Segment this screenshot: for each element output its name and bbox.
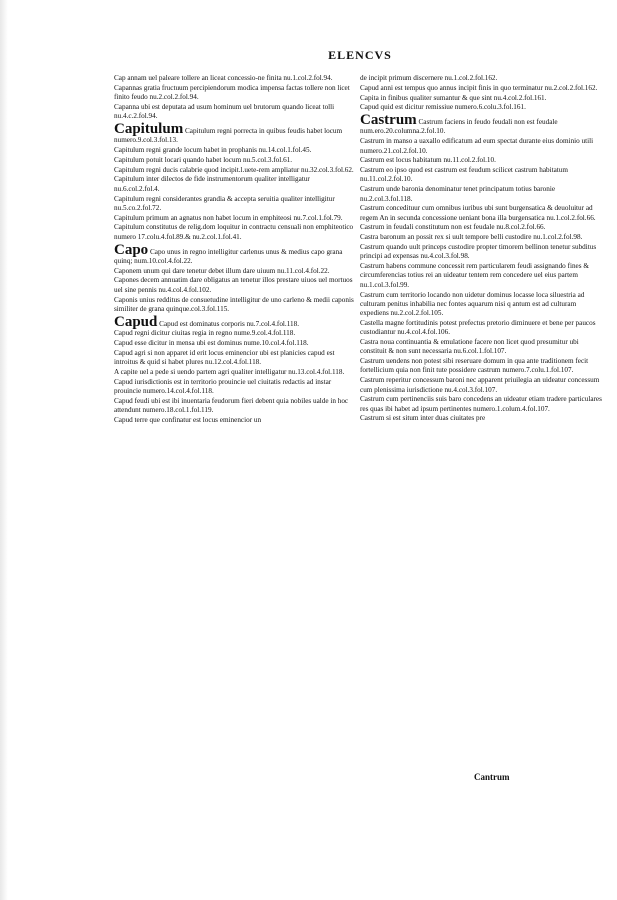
index-entry: Capud feudi ubi est ibi inuentaria feudorum fieri debent quia nobiles ualde in hoc attendunt numero.18.col.1.fol.119. [114,397,349,415]
index-entry: Castrum si est situm inter duas ciuitates pre [360,414,486,423]
index-entry: Castrum reperitur concessum baroni nec apparent priuilegia an uideatur concessum cum plenissima iurisdictione nu.4.col.3.fol.107. [360,376,600,394]
index-entry-text: Castrum faciens in feudo feudali non est feudale num.ero.20.columna.2.fol.10. [360,118,558,136]
index-entry: Castrum cum pertinenciis suis baro concedens an uideatur etiam tradere particulares res quas ibi habet ad ipsum pertinentes numero.1.colum.4.fol.107. [360,395,602,413]
index-entry: Castrum cum territorio locando non uidetur dominus locasse loca siluestria ad culturam penitus inhabilia nec fontes aquarum nisi q antum est ad culturam expediens nu.2.col.2.fol.105. [360,290,585,318]
running-header: ELENCVS [328,48,392,62]
index-entry: Capitulum regni ducis calabrie quod incipit.l.uete-rem ampliatur nu.32.col.3.fol.62. [114,165,354,174]
index-entry: Capanna ubi est deputata ad usum hominum uel brutorum quando liceat tolli nu.4.c.2.fol.94. [114,102,335,121]
index-entry: A capite uel a pede si uendo partem agri qualiter intelligatur nu.13.col.4.fol.118. [114,368,345,377]
index-entry-text: Capud est dominatus corporis nu.7.col.4.fol.118. [159,319,300,328]
index-entry-text: Capo unus in regno intelligitur carlenus unus & medius capo grana quinq; num.10.col.4.fol.22. [114,247,343,265]
left-column [114,74,356,426]
index-entry: Castrum quando uult princeps custodire propter timorem bellinon tenetur subditus principi ad expensas nu.4.col.3.fol.98. [360,243,597,261]
index-entry: Capitulum regni considerantes grandia & accepta seruitia qualiter intelligitur nu.5.co.2.fol.72. [114,194,335,212]
index-entry: Capitulum primum an agnatus non habet locum in emphiteosi nu.7.col.1.fol.79. [114,213,343,222]
index-entry: Castrum uendens non potest sibi reseruare domum in qua ante traditionem fecit fortellicium quia non finit tute possidere castrum numero.7.colu.1.fol.107. [360,357,589,375]
index-entry: Castrum habens commune concessit rem particularem feudi assignando fines & circumferencias totius rei an uideatur tentem rem concedere uel eius partem nu.1.col.3.fol.99. [360,262,589,289]
index-entry: Capannas gratia fructuum percipiendorum modica impensa factas tollere non licet finito feudo nu.2.col.2.fol.94. [114,83,350,102]
index-entry: Castrum est locus habitatum nu.11.col.2.fol.10. [360,156,496,165]
initial-castrum: Castrum [360,112,417,129]
index-entry: Caponis unius redditus de consuetudine intelligitur de uno carleno & medii caponis similiter de grana quinque.col.3.fol.115. [114,295,354,313]
index-entry: Capud agri si non apparet id erit locus eminencior ubi est planicies capud est introitus & quid si habet plures nu.12.col.4.fol.118. [114,349,335,367]
index-entry: Caponem unum qui dare tenetur debet illum dare uiuum nu.11.col.4.fol.22. [114,266,330,275]
index-entry: Capud terre que confinatur est locus eminencior un [114,416,262,425]
index-entry: Capud esse dicitur in mensa ubi est dominus nume.10.col.4.fol.118. [114,339,309,348]
index-entry-castrum [360,113,602,137]
index-entry: Castra noua continuantia & emulatione facere non licet quod presumitur ubi constituit & non sunt necessaria nu.6.col.1.fol.107. [360,338,579,356]
index-entry: Capitulum potuit locari quando habet locum nu.5.col.3.fol.61. [114,155,293,164]
index-entry: Capud regni dicitur ciuitas regia in regno nume.9.col.4.fol.118. [114,329,296,338]
index-entry: de incipit primum discernere nu.1.col.2.fol.162. [360,74,498,82]
index-entry: Capitulum constitutus de relig.dom loquitur in contractu censuali non emphiteotico numero 17.colu.4.fol.89.& nu.2.col.1.fol.41. [114,223,354,241]
index-entry-capitulum [114,122,356,146]
index-entry: Capitulum inter dilectos de fide instrumentorum qualiter intelligatur nu.6.col.2.fol.4. [114,175,310,193]
index-entry: Cap annam uel paleare tollere an liceat concessio-ne finita nu.1.col.2.fol.94. [114,74,333,82]
index-entry-text: Capitulum regni porrecta in quibus feudis habet locum numero.9.col.3.fol.13. [114,126,343,145]
page-gutter-shadow [0,0,8,900]
index-entry: Castrum unde baronia denominatur tenet principatum totius baronie nu.2.col.3.fol.118. [360,185,556,203]
index-entry: Castrum eo ipso quod est castrum est feudum scilicet castrum habitatum nu.11.col.2.fol.10. [360,166,568,184]
index-entry: Capita in finibus qualiter sumantur & que sint nu.4.col.2.fol.161. [360,93,547,102]
index-entry: Capones decem annuatim dare obligatus an tenetur illos prestare uiuos uel mortuos uel sine pennis nu.4.col.4.fol.102. [114,276,353,294]
index-entry-capo [114,243,356,267]
index-entry: Capud quid est dicitur remissiue numero.6.colu.3.fol.161. [360,103,526,112]
right-column [360,74,602,424]
index-entry: Capud anni est tempus quo annus incipit finis in quo terminatur nu.2.col.2.fol.162. [360,83,598,92]
index-entry: Capud iurisdictionis est in territorio prouincie uel ciuitatis redactis ad instar prouincie numero.14.col.4.fol.118. [114,377,332,396]
index-entry: Castrum in manso a uaxallo edificatum ad eum spectat durante eius dominio utili numero.21.col.2.fol.10. [360,137,594,155]
catchword: Cantrum [474,772,510,782]
index-entry: Castella magne fortitudinis potest prefectus pretorio diminuere et bene per paucos custodiantur nu.4.col.4.fol.106. [360,318,596,337]
initial-capo: Capo [114,241,149,258]
index-entry: Castra baronum an possit rex si uult tempore belli custodire nu.1.col.2.fol.98. [360,233,583,242]
index-entry: Capitulum regni grande locum habet in prophanis nu.14.col.1.fol.45. [114,146,312,155]
index-entry: Castrum concedituur cum omnibus iuribus ubi sunt burgensatica & deuoluitur ad regem An in secunda concessione ueniant bona illa burgensatica nu.1.col.2.fol.66. [360,204,596,222]
index-entry-capud [114,315,356,329]
initial-capud: Capud [114,313,158,330]
initial-capitulum: Capitulum [114,120,184,137]
index-entry: Castrum in feudali constitutum non est feudale nu.8.col.2.fol.66. [360,223,546,232]
